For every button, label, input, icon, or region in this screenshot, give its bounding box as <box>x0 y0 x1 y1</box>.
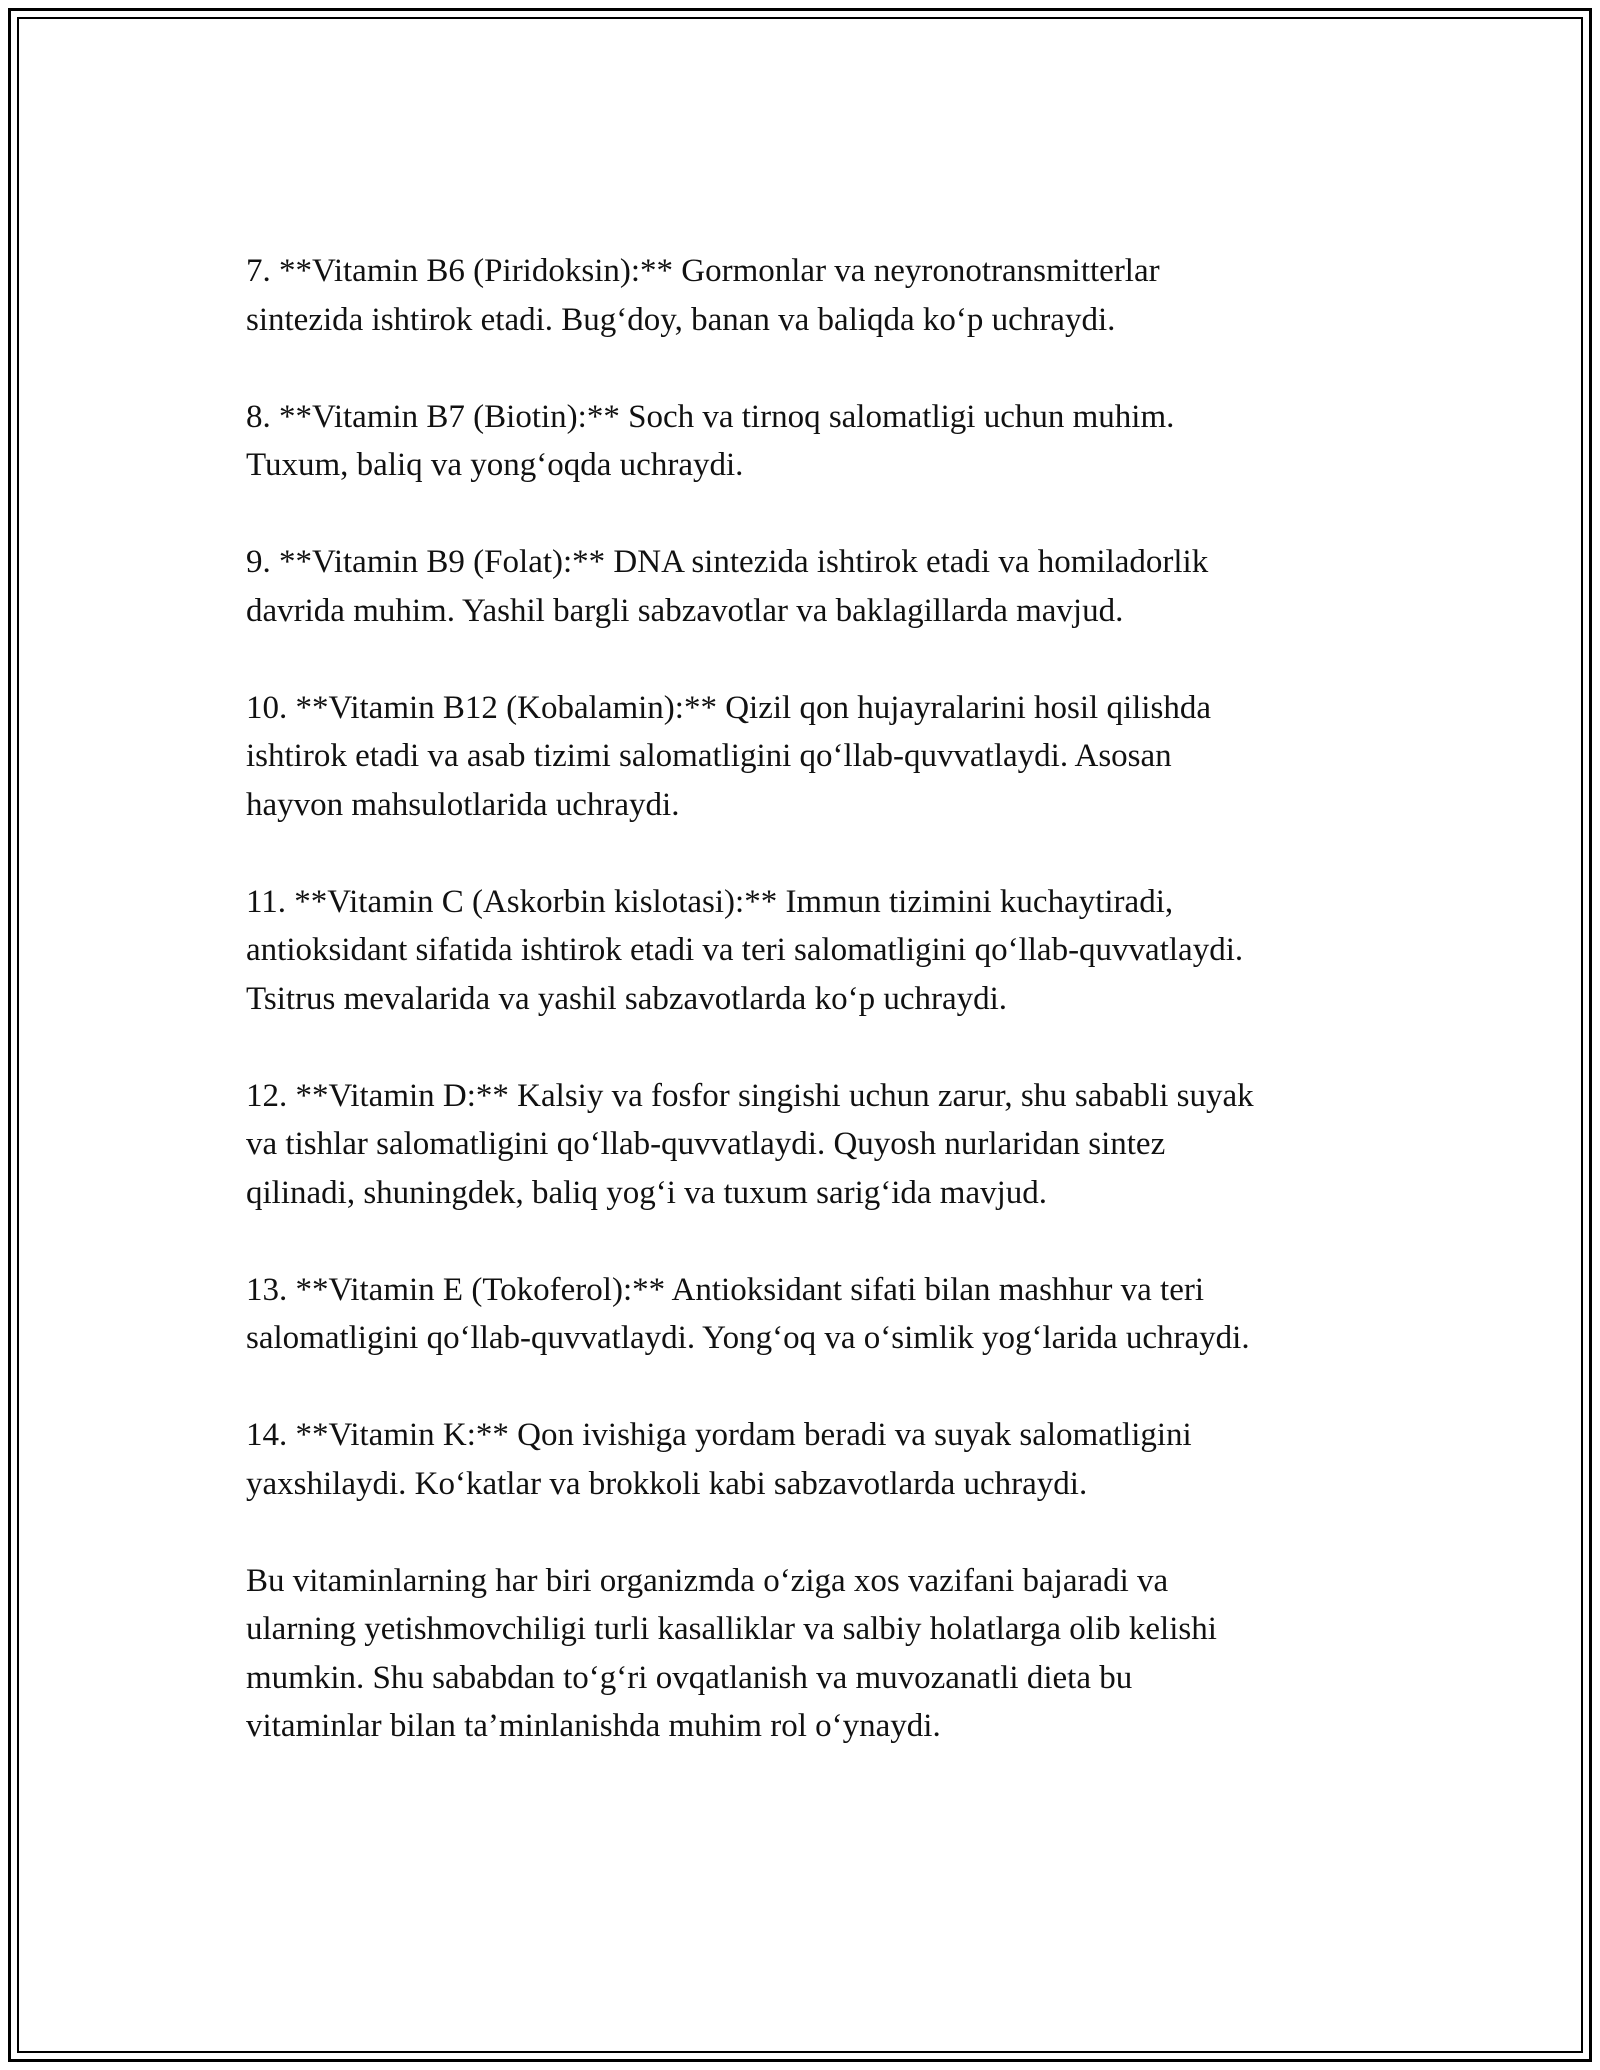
text-line: 13. **Vitamin E (Tokoferol):** Antioksidant sifati bilan mashhur va teri <box>246 1271 1205 1308</box>
text-line: 8. **Vitamin B7 (Biotin):** Soch va tirnoq salomatligi uchun muhim. <box>246 398 1175 435</box>
text-line: Tsitrus mevalarida va yashil sabzavotlarda ko‘p uchraydi. <box>246 980 1008 1017</box>
paragraph-vitamin-b7 <box>246 393 1376 490</box>
text-line: davrida muhim. Yashil bargli sabzavotlar va baklagillarda mavjud. <box>246 592 1124 629</box>
document-page <box>8 8 1592 2062</box>
text-line: 12. **Vitamin D:** Kalsiy va fosfor singishi uchun zarur, shu sababli suyak <box>246 1077 1254 1114</box>
text-line: qilinadi, shuningdek, baliq yog‘i va tuxum sarig‘ida mavjud. <box>246 1174 1048 1211</box>
text-line: sintezida ishtirok etadi. Bug‘doy, banan va baliqda ko‘p uchraydi. <box>246 301 1116 338</box>
text-line: vitaminlar bilan ta’minlanishda muhim rol o‘ynaydi. <box>246 1708 941 1744</box>
text-line: ularning yetishmovchiligi turli kasalliklar va salbiy holatlarga olib kelishi <box>246 1611 1217 1647</box>
paragraph-vitamin-b6 <box>246 247 1376 344</box>
text-line: 9. **Vitamin B9 (Folat):** DNA sintezida ishtirok etadi va homiladorlik <box>246 544 1209 580</box>
text-line: 7. **Vitamin B6 (Piridoksin):** Gormonlar va neyronotransmitterlar <box>246 253 1160 289</box>
text-line: ishtirok etadi va asab tizimi salomatligini qo‘llab-quvvatlaydi. Asosan <box>246 738 1172 774</box>
text-line: va tishlar salomatligini qo‘llab-quvvatlaydi. Quyosh nurlaridan sintez <box>246 1126 1166 1162</box>
text-line: mumkin. Shu sababdan to‘g‘ri ovqatlanish va muvozanatli dieta bu <box>246 1659 1133 1696</box>
paragraph-vitamin-b12 <box>246 684 1376 830</box>
paragraph-vitamin-k <box>246 1411 1376 1508</box>
document-body <box>246 247 1376 1799</box>
text-line: Bu vitaminlarning har biri organizmda o‘ziga xos vazifani bajaradi va <box>246 1562 1169 1599</box>
text-line: 14. **Vitamin K:** Qon ivishiga yordam beradi va suyak salomatligini <box>246 1417 1192 1453</box>
text-line: yaxshilaydi. Ko‘katlar va brokkoli kabi sabzavotlarda uchraydi. <box>246 1465 1088 1502</box>
text-line: hayvon mahsulotlarida uchraydi. <box>246 786 680 823</box>
paragraph-vitamin-b9 <box>246 538 1376 635</box>
text-line: Tuxum, baliq va yong‘oqda uchraydi. <box>246 447 744 483</box>
paragraph-vitamin-d <box>246 1072 1376 1218</box>
paragraph-conclusion <box>246 1557 1376 1751</box>
paragraph-vitamin-c <box>246 878 1376 1024</box>
text-line: salomatligini qo‘llab-quvvatlaydi. Yong‘oq va o‘simlik yog‘larida uchraydi. <box>246 1320 1250 1356</box>
text-line: 11. **Vitamin C (Askorbin kislotasi):** Immun tizimini kuchaytiradi, <box>246 883 1174 920</box>
text-line: antioksidant sifatida ishtirok etadi va teri salomatligini qo‘llab-quvvatlaydi. <box>246 932 1244 968</box>
paragraph-vitamin-e <box>246 1266 1376 1363</box>
text-line: 10. **Vitamin B12 (Kobalamin):** Qizil qon hujayralarini hosil qilishda <box>246 689 1211 726</box>
